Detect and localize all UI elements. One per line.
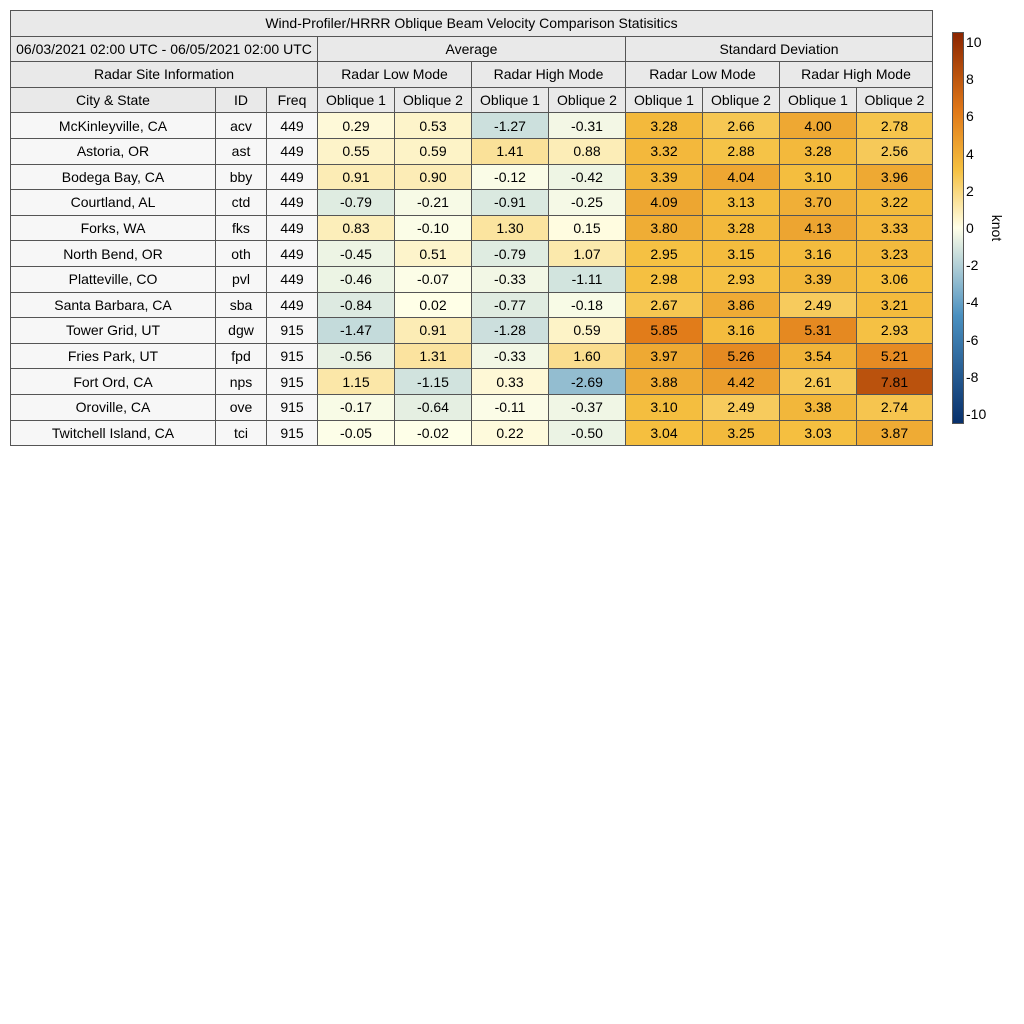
site-freq: 449 <box>267 266 318 292</box>
value-cell: 0.90 <box>395 164 472 190</box>
value-cell: -0.18 <box>549 292 626 318</box>
value-cell: 4.09 <box>626 190 703 216</box>
site-id: sba <box>216 292 267 318</box>
value-cell: -1.11 <box>549 266 626 292</box>
value-cell: -0.37 <box>549 394 626 420</box>
site-city: Forks, WA <box>11 215 216 241</box>
value-cell: 3.70 <box>780 190 857 216</box>
value-cell: 0.15 <box>549 215 626 241</box>
col-avg-high-ob1: Oblique 1 <box>472 87 549 113</box>
site-id: oth <box>216 241 267 267</box>
value-cell: 3.88 <box>626 369 703 395</box>
value-cell: 2.74 <box>857 394 933 420</box>
site-freq: 915 <box>267 318 318 344</box>
std-high-mode: Radar High Mode <box>780 62 933 88</box>
value-cell: 3.21 <box>857 292 933 318</box>
site-city: Twitchell Island, CA <box>11 420 216 446</box>
value-cell: -0.05 <box>318 420 395 446</box>
value-cell: -1.27 <box>472 113 549 139</box>
table-row <box>11 138 933 164</box>
site-city: Fort Ord, CA <box>11 369 216 395</box>
value-cell: -0.42 <box>549 164 626 190</box>
value-cell: 0.59 <box>549 318 626 344</box>
col-std-high-ob2: Oblique 2 <box>857 87 933 113</box>
site-city: Bodega Bay, CA <box>11 164 216 190</box>
colorbar-tick-label: 0 <box>966 220 974 236</box>
value-cell: -0.21 <box>395 190 472 216</box>
site-city: Platteville, CO <box>11 266 216 292</box>
value-cell: 3.23 <box>857 241 933 267</box>
value-cell: 3.80 <box>626 215 703 241</box>
value-cell: -0.07 <box>395 266 472 292</box>
site-freq: 915 <box>267 369 318 395</box>
value-cell: -0.11 <box>472 394 549 420</box>
site-id: fpd <box>216 343 267 369</box>
col-std-low-ob1: Oblique 1 <box>626 87 703 113</box>
value-cell: -0.50 <box>549 420 626 446</box>
site-freq: 915 <box>267 420 318 446</box>
value-cell: -0.77 <box>472 292 549 318</box>
col-std-low-ob2: Oblique 2 <box>703 87 780 113</box>
value-cell: 4.13 <box>780 215 857 241</box>
value-cell: 2.88 <box>703 138 780 164</box>
site-city: Oroville, CA <box>11 394 216 420</box>
value-cell: -0.56 <box>318 343 395 369</box>
value-cell: 3.16 <box>780 241 857 267</box>
site-city: Courtland, AL <box>11 190 216 216</box>
table-row <box>11 190 933 216</box>
value-cell: 3.03 <box>780 420 857 446</box>
value-cell: 7.81 <box>857 369 933 395</box>
value-cell: -0.12 <box>472 164 549 190</box>
site-id: tci <box>216 420 267 446</box>
value-cell: -0.45 <box>318 241 395 267</box>
value-cell: -0.17 <box>318 394 395 420</box>
value-cell: 3.54 <box>780 343 857 369</box>
value-cell: 1.60 <box>549 343 626 369</box>
value-cell: 0.88 <box>549 138 626 164</box>
value-cell: 4.04 <box>703 164 780 190</box>
colorbar-tick-label: -4 <box>966 294 979 311</box>
value-cell: 2.95 <box>626 241 703 267</box>
site-id: acv <box>216 113 267 139</box>
value-cell: 2.49 <box>780 292 857 318</box>
table-row <box>11 292 933 318</box>
site-id: ast <box>216 138 267 164</box>
value-cell: -0.33 <box>472 266 549 292</box>
value-cell: 3.33 <box>857 215 933 241</box>
value-cell: 3.04 <box>626 420 703 446</box>
site-freq: 449 <box>267 138 318 164</box>
site-city: McKinleyville, CA <box>11 113 216 139</box>
colorbar-tick-label: 4 <box>966 145 974 162</box>
avg-high-mode: Radar High Mode <box>472 62 626 88</box>
table-body <box>11 113 933 446</box>
value-cell: -1.28 <box>472 318 549 344</box>
colorbar-tick-label: 10 <box>966 34 982 50</box>
site-id: pvl <box>216 266 267 292</box>
value-cell: 0.53 <box>395 113 472 139</box>
value-cell: 0.02 <box>395 292 472 318</box>
site-city: Santa Barbara, CA <box>11 292 216 318</box>
value-cell: 2.93 <box>857 318 933 344</box>
group-average: Average <box>318 36 626 62</box>
value-cell: 0.33 <box>472 369 549 395</box>
value-cell: 4.00 <box>780 113 857 139</box>
table-row <box>11 215 933 241</box>
colorbar-tick-label: -2 <box>966 257 979 274</box>
value-cell: 3.15 <box>703 241 780 267</box>
value-cell: 3.38 <box>780 394 857 420</box>
value-cell: 0.22 <box>472 420 549 446</box>
table-title: Wind-Profiler/HRRR Oblique Beam Velocity Comparison Statisitics <box>11 11 933 37</box>
value-cell: 0.91 <box>395 318 472 344</box>
site-id: bby <box>216 164 267 190</box>
site-freq: 449 <box>267 292 318 318</box>
site-freq: 449 <box>267 164 318 190</box>
table-row <box>11 318 933 344</box>
value-cell: 2.67 <box>626 292 703 318</box>
value-cell: 2.49 <box>703 394 780 420</box>
value-cell: 3.10 <box>626 394 703 420</box>
value-cell: 3.25 <box>703 420 780 446</box>
avg-low-mode: Radar Low Mode <box>318 62 472 88</box>
value-cell: 3.96 <box>857 164 933 190</box>
colorbar-tick-label: -6 <box>966 331 979 348</box>
group-std: Standard Deviation <box>626 36 933 62</box>
value-cell: -1.47 <box>318 318 395 344</box>
col-id: ID <box>216 87 267 113</box>
value-cell: -0.79 <box>472 241 549 267</box>
table-row <box>11 241 933 267</box>
colorbar-tick-label: -8 <box>966 368 979 385</box>
value-cell: 0.29 <box>318 113 395 139</box>
table-row <box>11 369 933 395</box>
value-cell: 3.10 <box>780 164 857 190</box>
col-city: City & State <box>11 87 216 113</box>
site-id: dgw <box>216 318 267 344</box>
value-cell: 0.83 <box>318 215 395 241</box>
value-cell: -1.15 <box>395 369 472 395</box>
col-avg-high-ob2: Oblique 2 <box>549 87 626 113</box>
value-cell: 2.56 <box>857 138 933 164</box>
site-info-label: Radar Site Information <box>11 62 318 88</box>
value-cell: -0.91 <box>472 190 549 216</box>
value-cell: 5.21 <box>857 343 933 369</box>
site-freq: 449 <box>267 190 318 216</box>
site-city: Astoria, OR <box>11 138 216 164</box>
col-freq: Freq <box>267 87 318 113</box>
col-avg-low-ob2: Oblique 2 <box>395 87 472 113</box>
value-cell: 3.28 <box>703 215 780 241</box>
value-cell: 1.15 <box>318 369 395 395</box>
value-cell: 2.78 <box>857 113 933 139</box>
value-cell: 0.59 <box>395 138 472 164</box>
colorbar-unit: knot <box>989 214 1005 242</box>
colorbar-tick-label: 8 <box>966 71 974 88</box>
table-row <box>11 164 933 190</box>
value-cell: 5.85 <box>626 318 703 344</box>
site-id: nps <box>216 369 267 395</box>
value-cell: 0.51 <box>395 241 472 267</box>
value-cell: 1.31 <box>395 343 472 369</box>
col-std-high-ob1: Oblique 1 <box>780 87 857 113</box>
value-cell: 3.87 <box>857 420 933 446</box>
colorbar-tick-label: 2 <box>966 182 974 199</box>
value-cell: 3.39 <box>780 266 857 292</box>
site-city: Tower Grid, UT <box>11 318 216 344</box>
value-cell: -0.31 <box>549 113 626 139</box>
value-cell: -0.64 <box>395 394 472 420</box>
std-low-mode: Radar Low Mode <box>626 62 780 88</box>
value-cell: 4.42 <box>703 369 780 395</box>
site-freq: 449 <box>267 215 318 241</box>
col-avg-low-ob1: Oblique 1 <box>318 87 395 113</box>
value-cell: 2.66 <box>703 113 780 139</box>
table-row <box>11 343 933 369</box>
value-cell: -0.33 <box>472 343 549 369</box>
period-label: 06/03/2021 02:00 UTC - 06/05/2021 02:00 UTC <box>11 36 318 62</box>
value-cell: 0.91 <box>318 164 395 190</box>
value-cell: -0.84 <box>318 292 395 318</box>
value-cell: 1.41 <box>472 138 549 164</box>
site-freq: 915 <box>267 394 318 420</box>
value-cell: -2.69 <box>549 369 626 395</box>
colorbar-tick-label: 6 <box>966 108 974 125</box>
value-cell: 3.32 <box>626 138 703 164</box>
value-cell: 3.22 <box>857 190 933 216</box>
site-id: ctd <box>216 190 267 216</box>
value-cell: 3.28 <box>780 138 857 164</box>
table-row <box>11 266 933 292</box>
value-cell: 5.26 <box>703 343 780 369</box>
site-freq: 915 <box>267 343 318 369</box>
site-city: North Bend, OR <box>11 241 216 267</box>
value-cell: 5.31 <box>780 318 857 344</box>
site-id: ove <box>216 394 267 420</box>
site-freq: 449 <box>267 113 318 139</box>
value-cell: -0.46 <box>318 266 395 292</box>
value-cell: 2.61 <box>780 369 857 395</box>
value-cell: 3.06 <box>857 266 933 292</box>
value-cell: 3.13 <box>703 190 780 216</box>
value-cell: 2.98 <box>626 266 703 292</box>
value-cell: 0.55 <box>318 138 395 164</box>
value-cell: 3.28 <box>626 113 703 139</box>
site-city: Fries Park, UT <box>11 343 216 369</box>
value-cell: 3.97 <box>626 343 703 369</box>
value-cell: 2.93 <box>703 266 780 292</box>
value-cell: 3.16 <box>703 318 780 344</box>
value-cell: -0.25 <box>549 190 626 216</box>
value-cell: -0.02 <box>395 420 472 446</box>
value-cell: 3.86 <box>703 292 780 318</box>
value-cell: 1.30 <box>472 215 549 241</box>
value-cell: -0.10 <box>395 215 472 241</box>
table-row <box>11 394 933 420</box>
site-freq: 449 <box>267 241 318 267</box>
site-id: fks <box>216 215 267 241</box>
table-row <box>11 420 933 446</box>
value-cell: 3.39 <box>626 164 703 190</box>
value-cell: -0.79 <box>318 190 395 216</box>
stats-table <box>10 10 933 446</box>
colorbar <box>952 32 964 424</box>
value-cell: 1.07 <box>549 241 626 267</box>
table-row <box>11 113 933 139</box>
colorbar-tick-label: -10 <box>966 406 987 422</box>
